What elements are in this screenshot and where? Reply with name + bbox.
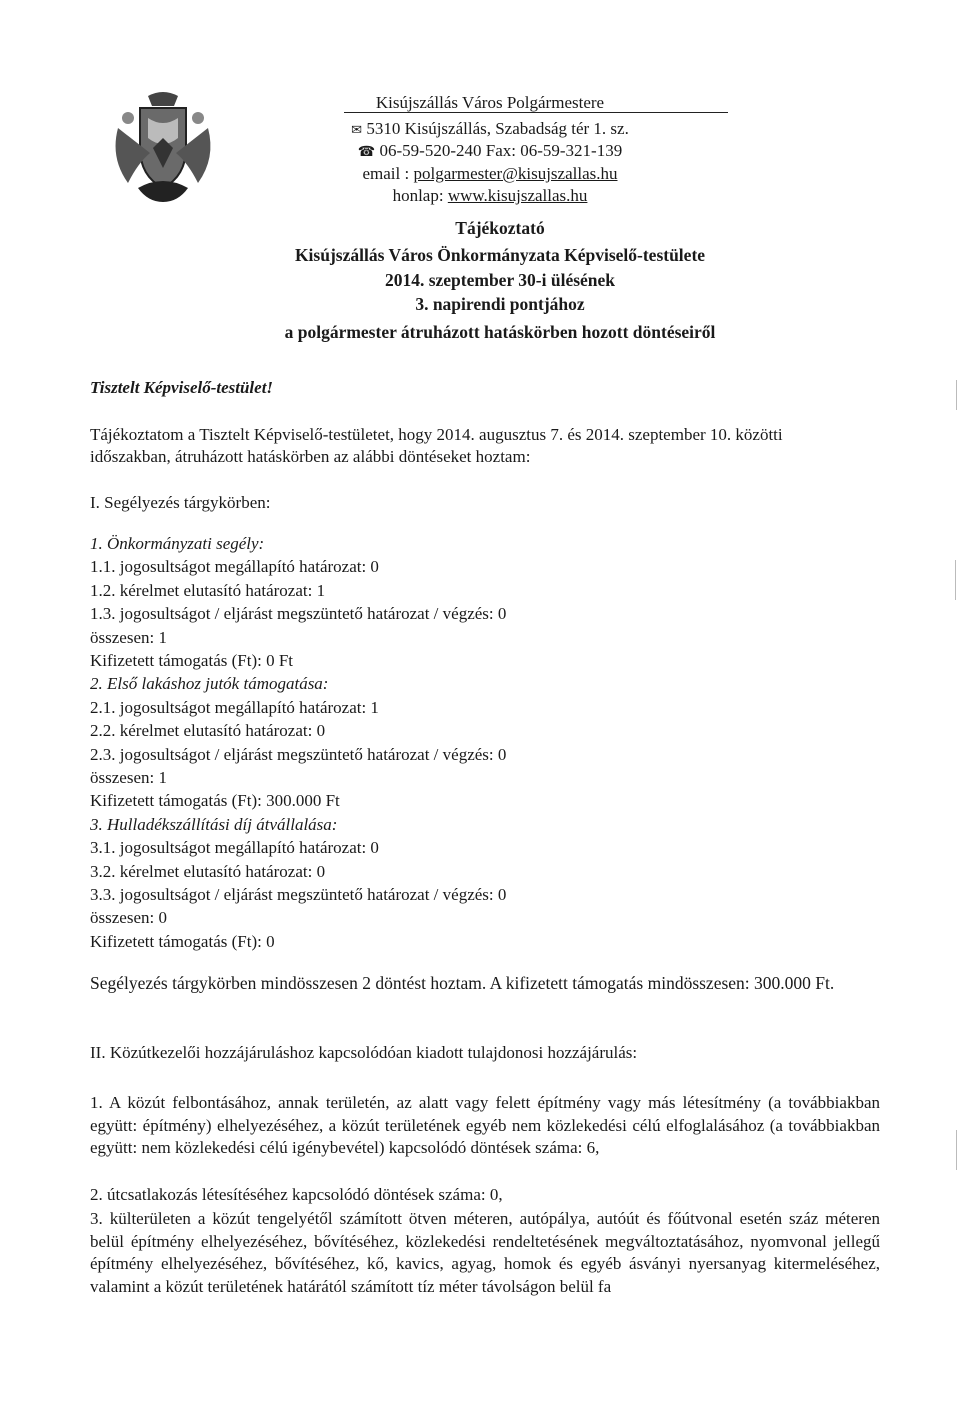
envelope-icon: ✉	[351, 122, 363, 137]
intro-line-1: Tájékoztatom a Tisztelt Képviselő-testületet, hogy 2014. augusztus 7. és 2014. szeptember 10. közötti	[90, 425, 783, 444]
website-line	[250, 185, 730, 206]
list-item: 1.1. jogosultságot megállapító határozat: 0	[90, 557, 379, 577]
list-item: Kifizetett támogatás (Ft): 0	[90, 931, 275, 951]
intro-line-2: időszakban, átruházott hatáskörben az alábbi döntéseket hoztam:	[90, 447, 531, 466]
section-2-item-3: 3. külterületen a közút tengelyétől számított ötven méteren, autópálya, autóút és főútvonal esetén száz méteren belül építmény elhelyezéséhez, bővítéséhez, közlekedési rendeltetésének megváltoztatásához, nyomvonal jellegű építmény elhelyezéséhez, bővítéséhez, kő, kavics, agyag, homok és egyéb ásványi nyersanyag kitermeléséhez, valamint a közút területének határától számított tíz méter távolságon belül fa	[90, 1209, 880, 1296]
email-line	[250, 163, 730, 184]
section-2-item-2: 2. útcsatlakozás létesítéséhez kapcsolódó döntések száma: 0,	[90, 1185, 503, 1204]
scan-edge-mark	[956, 380, 957, 410]
scan-edge-mark	[956, 1130, 957, 1170]
email-label: email :	[362, 164, 414, 183]
list-item: Kifizetett támogatás (Ft): 0 Ft	[90, 651, 294, 670]
list-item: 2.1. jogosultságot megállapító határozat: 1	[90, 697, 379, 717]
list-item: Kifizetett támogatás (Ft): 300.000 Ft	[90, 791, 340, 811]
list-item: 3.3. jogosultságot / eljárást megszüntető határozat / végzés: 0	[90, 885, 507, 904]
list-item: 3.1. jogosultságot megállapító határozat: 0	[90, 838, 379, 858]
section-2-title: II. Közútkezelői hozzájáruláshoz kapcsolódóan kiadott tulajdonosi hozzájárulás:	[90, 1043, 638, 1062]
municipal-crest-logo	[108, 88, 218, 208]
list-item: 2.3. jogosultságot / eljárást megszüntető határozat / végzés: 0	[90, 744, 507, 764]
list-item: 2.2. kérelmet elutasító határozat: 0	[90, 721, 326, 741]
telephone-icon: ☎	[357, 145, 376, 160]
salutation: Tisztelt Képviselő-testület!	[90, 378, 274, 397]
document-title: Tájékoztató	[455, 218, 545, 238]
section-1-title: I. Segélyezés tárgykörben:	[90, 493, 271, 512]
heading-line-1: Kisújszállás Város Önkormányzata Képviselő-testülete	[294, 245, 706, 265]
website-link[interactable]: www.kisujszallas.hu	[447, 186, 588, 205]
address-text: 5310 Kisújszállás, Szabadság tér 1. sz.	[366, 119, 629, 138]
list-item: 1.3. jogosultságot / eljárást megszüntető határozat / végzés: 0	[90, 604, 507, 624]
list-item: 3.2. kérelmet elutasító határozat: 0	[90, 861, 326, 881]
subsection-heading: 1. Önkormányzati segély:	[90, 534, 265, 553]
section-1-summary: Segélyezés tárgykörben mindösszesen 2 döntést hoztam. A kifizetett támogatás mindösszesen: 300.000 Ft.	[90, 973, 835, 993]
phone-line	[250, 140, 730, 163]
list-item: összesen: 0	[90, 908, 167, 928]
email-link[interactable]: polgarmester@kisujszallas.hu	[413, 164, 618, 183]
phone-fax-text: 06-59-520-240 Fax: 06-59-321-139	[379, 141, 623, 160]
scan-edge-mark	[955, 560, 956, 600]
subsection-heading: 2. Első lakáshoz jutók támogatása:	[90, 674, 329, 694]
website-label: honlap:	[392, 186, 448, 205]
heading-line-2: 2014. szeptember 30-i ülésének	[384, 270, 616, 290]
section-2-item-1: 1. A közút felbontásához, annak területén, az alatt vagy felett építmény vagy más létesítmény (a továbbiakban együtt: építmény) elhelyezéséhez, a közút területének egyéb nem közlekedési célú elfoglalásához (a továbbiakban együtt: nem közlekedési célú igénybevétel) kapcsolódó döntések száma: 6,	[90, 1093, 880, 1157]
list-item: összesen: 1	[90, 768, 167, 787]
address-line	[250, 118, 730, 140]
list-item: összesen: 1	[90, 627, 167, 647]
heading-line-4: a polgármester átruházott hatáskörben hozott döntéseiről	[284, 322, 716, 342]
list-item: 1.2. kérelmet elutasító határozat: 1	[90, 580, 326, 600]
header-rule	[344, 112, 728, 113]
subsection-heading: 3. Hulladékszállítási díj átvállalása:	[90, 814, 338, 834]
office-name: Kisújszállás Város Polgármestere	[375, 93, 605, 112]
heading-line-3: 3. napirendi pontjához	[415, 294, 585, 314]
